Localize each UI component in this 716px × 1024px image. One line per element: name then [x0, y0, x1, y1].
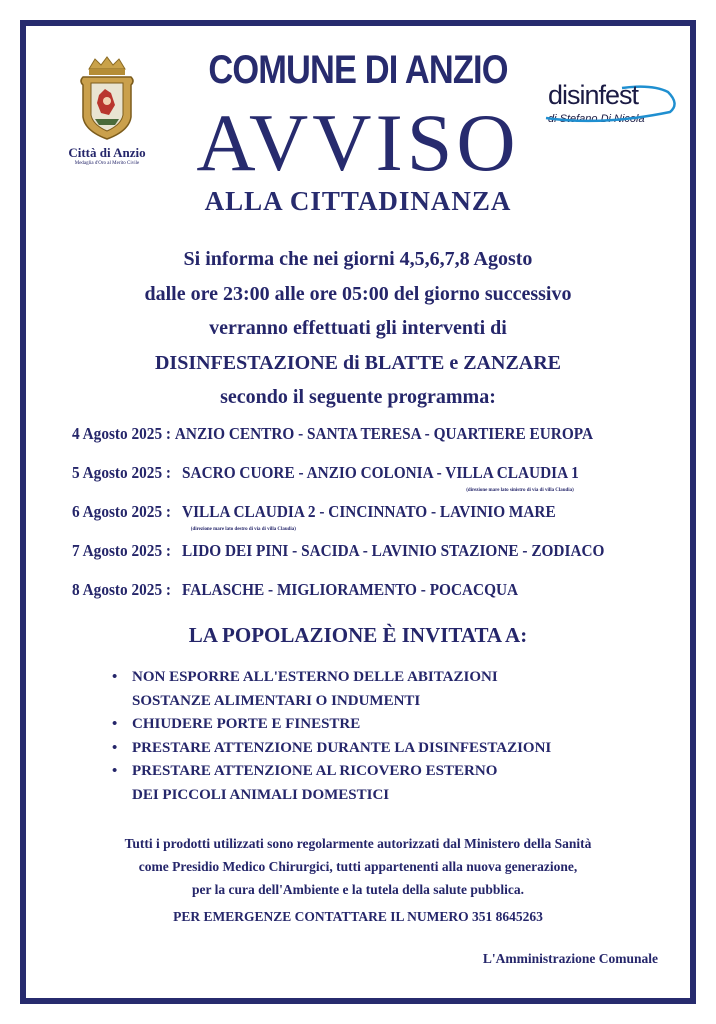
schedule-note: (direzione mare lato destro di via di villa Claudia): [190, 526, 296, 532]
invite-heading: LA POPOLAZIONE È INVITATA A:: [188, 623, 528, 647]
footer-line: Tutti i prodotti utilizzati sono regolarmente autorizzati dal Ministero della Sanità: [124, 836, 592, 851]
schedule-areas: LIDO DEI PINI - SACIDA - LAVINIO STAZIONE - ZODIACO: [182, 541, 605, 560]
city-motto: Medaglia d'Oro al Merito Civile: [74, 161, 140, 166]
list-item-line: SOSTANZE ALIMENTARI O INDUMENTI: [132, 692, 421, 709]
schedule-row: [72, 502, 612, 541]
schedule-row: [72, 580, 612, 619]
intro-line: dalle ore 23:00 alle ore 05:00 del giorno successivo: [144, 282, 572, 305]
bullet-icon: •: [112, 716, 118, 732]
footer-line: come Presidio Medico Chirurgici, tutti appartenenti alla nuova generazione,: [138, 859, 578, 874]
signature: L'Amministrazione Comunale: [482, 951, 658, 966]
cittadinanza-subtitle: ALLA CITTADINANZA: [204, 186, 512, 216]
intro-line: verranno effettuati gli interventi di: [209, 317, 507, 339]
bullet-icon: •: [112, 763, 118, 779]
footer-line: per la cura dell'Ambiente e la tutela della salute pubblica.: [192, 882, 524, 897]
city-name: Città di Anzio: [68, 145, 146, 160]
intro-line: Si informa che nei giorni 4,5,6,7,8 Agosto: [183, 248, 533, 270]
schedule-date: 4 Agosto 2025 :: [72, 424, 172, 443]
schedule-areas: VILLA CLAUDIA 2 - CINCINNATO - LAVINIO MARE: [182, 502, 556, 521]
instruction-list: [112, 666, 652, 807]
footer-text: [0, 832, 716, 901]
list-item-line: CHIUDERE PORTE E FINESTRE: [132, 716, 361, 732]
schedule-row: [72, 463, 612, 502]
list-item: [112, 760, 652, 807]
list-item: [112, 737, 652, 761]
schedule-areas: SACRO CUORE - ANZIO COLONIA - VILLA CLAUDIA 1: [182, 463, 579, 482]
emergency-contact: PER EMERGENZE CONTATTARE IL NUMERO 351 8645263: [173, 909, 543, 924]
avviso-title: AVVISO: [196, 97, 520, 188]
schedule-row: [72, 424, 612, 463]
company-name: disinfest: [548, 80, 639, 110]
list-item: [112, 666, 652, 713]
intro-line: secondo il seguente programma:: [220, 386, 496, 408]
intro-line: DISINFESTAZIONE di BLATTE e ZANZARE: [154, 351, 562, 374]
list-item-line: NON ESPORRE ALL'ESTERNO DELLE ABITAZIONI: [132, 669, 498, 685]
bullet-icon: •: [112, 669, 118, 685]
list-item-line: DEI PICCOLI ANIMALI DOMESTICI: [132, 786, 390, 803]
schedule-note: (direzione mare lato sinistro di via di villa Claudia): [466, 487, 574, 493]
company-owner: di Stefano Di Nicola: [548, 113, 645, 125]
bullet-icon: •: [112, 739, 118, 756]
schedule-date: 7 Agosto 2025 :: [72, 541, 172, 560]
schedule-areas: FALASCHE - MIGLIORAMENTO - POCACQUA: [182, 580, 519, 599]
schedule-areas: ANZIO CENTRO - SANTA TERESA - QUARTIERE EUROPA: [174, 424, 594, 443]
schedule-row: [72, 541, 612, 580]
schedule-date: 8 Agosto 2025 :: [72, 580, 172, 599]
schedule-date: 5 Agosto 2025 :: [72, 463, 172, 482]
list-item: [112, 713, 652, 737]
company-logo: [548, 80, 688, 125]
schedule-date: 6 Agosto 2025 :: [72, 502, 172, 521]
intro-text: [0, 242, 716, 415]
list-item-line: PRESTARE ATTENZIONE DURANTE LA DISINFESTAZIONI: [132, 739, 552, 756]
comune-title: COMUNE DI ANZIO: [208, 48, 508, 92]
schedule-list: [72, 424, 672, 619]
list-item-line: PRESTARE ATTENZIONE AL RICOVERO ESTERNO: [132, 763, 498, 779]
